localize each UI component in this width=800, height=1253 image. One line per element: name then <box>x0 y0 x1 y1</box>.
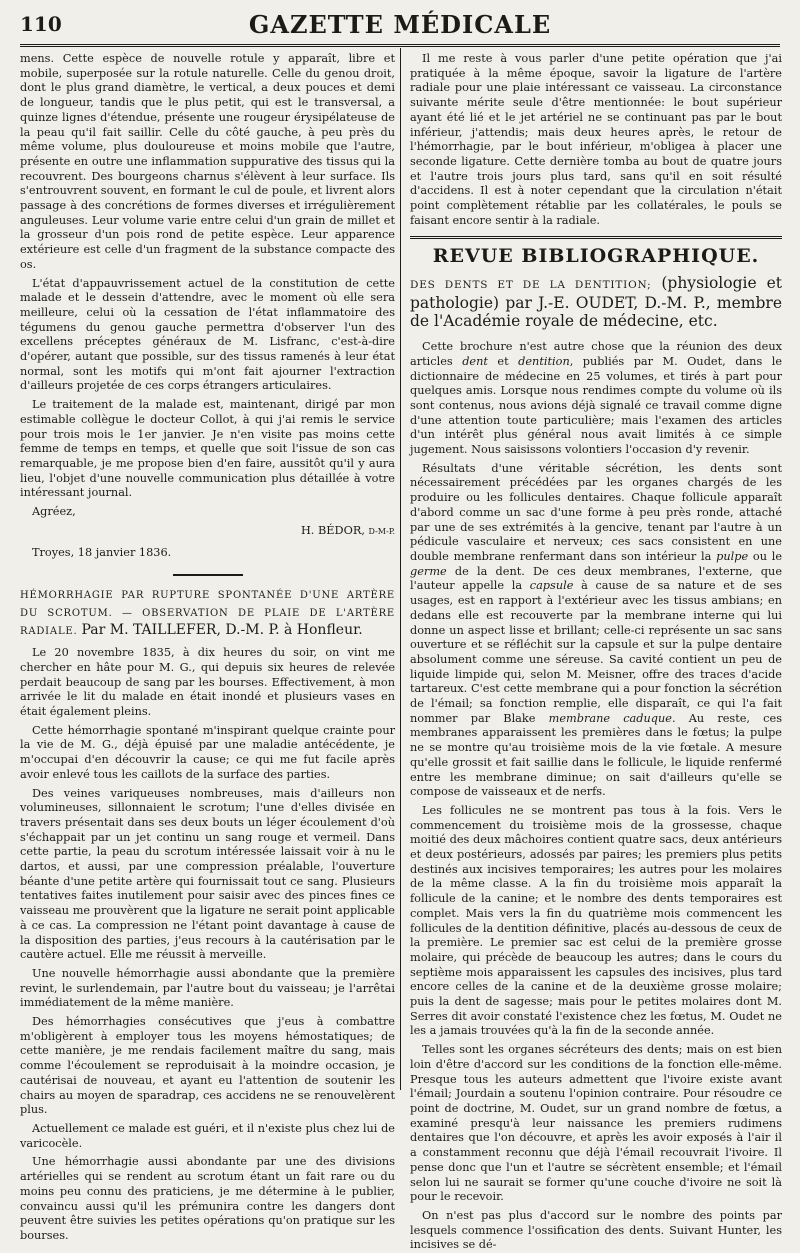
italic-text: dentition <box>518 354 570 368</box>
paragraph: Actuellement ce malade est guéri, et il n'existe plus chez lui de varicocèle. <box>20 1122 395 1150</box>
paragraph: Le 20 novembre 1835, à dix heures du soir, on vint me chercher en hâte pour M. G., qui depuis six heures de relevée perdait beaucoup de sang par les bourses. Effectivement, à mon arrivée le lit du malade en était inondé et plusieurs vases en était également pleins. <box>20 646 395 719</box>
italic-text: pulpe <box>716 549 749 563</box>
review-heading-rest: (physiologie et pathologie) par J.-E. OUDET, D.-M. P., membre de l'Académie royale de médecine, etc. <box>410 274 782 331</box>
section-rule <box>410 236 782 239</box>
article-heading-title: HÉMORRHAGIE PAR RUPTURE SPONTANÉE D'UNE ARTÈRE DU SCROTUM. — OBSERVATION DE PLAIE DE L'ARTÈRE RADIALE. <box>20 590 395 638</box>
paragraph: Des veines variqueuses nombreuses, mais d'ailleurs non volumineuses, sillonnaient le scrotum; l'une d'elles divisée en travers présentait dans ses deux bouts un léger écoulement d'où s'échappait par un jet continu un sang rouge et vermeil. Dans cette partie, la peau du scrotum intéressée laissait voir à nu le dartos, et aussi, par une compression préalable, l'ouverture béante d'une petite artère qui fournissait tout ce sang. Plusieurs tentatives faites inutilement pour saisir avec des pinces fines ce vaisseau me prouvèrent que la ligature ne serait point applicable à ce cas. La compression ne l'étant point davantage à cause de la disposition des parties, j'eus recours à la cautérisation par le cautère actuel. Elle me réussit à merveille. <box>20 786 395 962</box>
text: Cette brochure n'est autre chose que la réunion des deux articles <box>410 340 782 368</box>
text: ou le <box>752 549 783 563</box>
italic-text: dent <box>462 354 488 368</box>
dateline: Troyes, 18 janvier 1836. <box>32 545 172 559</box>
paragraph: Une hémorrhagie aussi abondante par une des divisions artérielles qui se rendent au scrotum étant un fait rare ou du moins peu connu des praticiens, je me détermine à le publier, convaincu aussi qu'il les prémunira contre les dangers dont peuvent être suivies les petites opérations qu'on pratique sur les bourses. <box>20 1155 395 1242</box>
page-header <box>20 10 780 47</box>
signature-name: H. BÉDOR, <box>300 523 365 537</box>
paragraph: Telles sont les organes sécréteurs des dents; mais on est bien loin d'être d'accord sur les conditions de la fonction elle-même. Presque tous les auteurs admettent que l'ivoire existe avant l'émail; Jourdain a soutenu l'opinion contraire. Pour résoudre ce point de doctrine, M. Oudet, sur un grand nombre de fœtus, a examiné presqu'à leur naissance les premiers rudimens dentaires que l'on découvre, et après les avoir exposés à l'air il a constamment reconnu que déjà l'émail recouvrait l'ivoire. Il pense donc que l'un et l'autre se sécrètent ensemble; et l'émail selon lui ne saurait se former qu'une couche d'ivoire ne soit là pour le recevoir. <box>410 1043 782 1204</box>
left-column <box>20 52 395 1242</box>
text: et <box>497 354 509 368</box>
paragraph: Le traitement de la malade est, maintenant, dirigé par mon estimable collègue le docteur Collot, à qui j'ai remis le service pour trois mois le 1er janvier. Je n'en visite pas moins cette femme de temps en temps, et quelle que soit l'issue de son cas remarquable, je me propose bien d'en faire, aussitôt qu'il y aura lieu, l'objet d'une nouvelle communication plus détaillée à votre intéressant journal. <box>20 398 395 500</box>
paragraph: Une nouvelle hémorrhagie aussi abondante que la première revint, le surlendemain, par l'autre bout du vaisseau; je l'arrêtai immédiatement de la même manière. <box>20 966 395 1010</box>
text: , publiés par M. Oudet, dans le dictionnaire de médecine en 25 volumes, et tirés à part pour quelques amis. Lorsque nous rendimes compte du volume où ils sont contenus, nous avions déjà signalé ce travail comme digne d'une attention toute particulière; mais l'examen des articles d'un intérêt plus général nous avait limités à ce simple jugement. Nous saisissons volontiers l'occasion d'y revenir. <box>410 354 783 457</box>
italic-text: germe <box>410 564 447 578</box>
closing-salutation: Agréez, <box>32 505 76 519</box>
review-heading <box>410 274 782 330</box>
paragraph: Il me reste à vous parler d'une petite opération que j'ai pratiquée à la même époque, savoir la ligature de l'artère radiale pour une plaie intéressant ce vaisseau. La circonstance suivante mérite seule d'être mentionnée: le bout supérieur ayant été lié et le jet artériel ne se continuant pas par le bout inférieur, j'attendis; mais deux heures après, le retour de l'hémorrhagie, par le bout inférieur, m'obligea à placer une seconde ligature. Cette dernière tomba au bout de quatre jours et l'autre trois jours plus tard, sans qu'il en soit résulté d'accidens. Il est à noter cependant que la circulation n'était point complètement rétablie par les collatérales, le pouls se faisant encore sentir à la radiale. <box>410 52 782 227</box>
italic-text: membrane caduque <box>548 711 672 725</box>
paragraph: Des hémorrhagies consécutives que j'eus à combattre m'obligèrent à employer tous les moyens hémostatiques; de cette manière, je me rendais facilement maître du sang, mais comme l'écoulement se reproduisait à la moindre occasion, je cautérisai de nouveau, et ayant eu l'attention de soutenir les chairs au moyen de sparadrap, ces accidens ne se renouvelèrent plus. <box>20 1015 395 1117</box>
journal-title: GAZETTE MÉDICALE <box>248 10 552 39</box>
paragraph: Cette hémorrhagie spontané m'inspirant quelque crainte pour la vie de M. G., déjà épuisé par une maladie antécédente, je m'occupai d'en découvrir la cause; ce qui me fut facile après avoir enlevé tous les caillots de la surface des parties. <box>20 723 395 781</box>
column-divider <box>400 48 401 1090</box>
paragraph <box>410 462 782 800</box>
paragraph: On n'est pas plus d'accord sur le nombre des points par lesquels commence l'ossification des dents. Suivant Hunter, les incisives se dé- <box>410 1208 782 1252</box>
review-heading-title: DES DENTS ET DE LA DENTITION; <box>410 279 652 292</box>
separator-rule <box>173 574 243 576</box>
paragraph: L'état d'appauvrissement actuel de la constitution de cette malade et le dessein d'attendre, avec le moment où elle sera meilleure, celui où la cessation de l'état inflammatoire des tégumens du genou gauche permettra d'observer l'un des excellens préceptes généraux de M. Lisfranc, c'est-à-dire d'opérer, autant que possible, sur des tissus ramenés à leur état normal, sont les motifs qui m'ont fait ajourner l'extraction d'ailleurs projetée de ces corps étrangers articulaires. <box>20 276 395 393</box>
page-number: 110 <box>20 12 62 36</box>
article-heading-author: Par M. TAILLEFER, D.-M. P. à Honfleur. <box>81 622 363 639</box>
italic-text: capsule <box>529 579 574 593</box>
signature <box>20 524 395 540</box>
paragraph <box>410 340 782 458</box>
text: de la dent. De ces deux membranes, l'externe, que l'auteur appelle la <box>410 564 783 593</box>
section-title: REVUE BIBLIOGRAPHIQUE. <box>432 245 760 268</box>
paragraph: Les follicules ne se montrent pas tous à la fois. Vers le commencement du troisième mois de la grossesse, chaque moitié des deux mâchoires contient quatre sacs, deux antérieurs et deux postérieurs, adossés par paires; les premiers plus petits destinés aux incisives temporaires; les autres pour les molaires de la même classe. A la fin du troisième mois apparaît la follicule de la canine; et le nombre des dents temporaires est complet. Mais vers la fin du quatrième mois commencent les follicules de la dentition définitive, placés au-dessous de ceux de la première. Le premier sac est celui de la première grosse molaire, qui précède de beaucoup les autres; dans le cours du septième mois apparaissent les capsules des incisives, plus tard encore celles de la canine et de la deuxième grosse molaire; puis la dent de sagesse; mais pour le petites molaires dont M. Serres dit avoir constaté l'existence chez les fœtus, M. Oudet ne les a jamais trouvées qu'à la fin de la seconde année. <box>410 803 782 1038</box>
right-column <box>410 52 783 1252</box>
text: à cause de sa nature et de ses usages, est en rapport à l'extérieur avec les tissus ambians; en dedans elle est recouverte par la membrane interne qui lui donne un aspect lisse et brillant; celle-ci représente un sac sans ouverture et se réfléchit sur la capsule et sur la pulpe dentaire absolument comme une séreuse. Sa cavité contient un peu de liquide limpide qui, selon M. Meisner, offre des traces d'acide tartareux. C'est cette membrane qui a pour fonction la sécrétion de l'émail; sa fonction remplie, elle disparaît, ce qui l'a fait nommer par Blake <box>410 579 782 725</box>
text: . Au reste, ces membranes apparaissent les premières dans le fœtus; la pulpe ne se montre qu'au troisième mois de la vie fœtale. A mesure qu'elle grossit et fait saillie dans le follicule, le liquide renfermé entre les membrane diminue; on sait d'ailleurs qu'elle se compose de vaisseaux et de nerfs. <box>410 711 782 799</box>
article-heading <box>20 586 395 640</box>
signature-title: D-M-P. <box>368 526 395 536</box>
paragraph: mens. Cette espèce de nouvelle rotule y apparaît, libre et mobile, superposée sur la rotule naturelle. Celle du genou droit, dont le plus grand diamètre, le vertical, a deux pouces et demi de longueur, tandis que le plus petit, qui est le transversal, a quinze lignes d'étendue, présente une rougeur érysipélateuse de la peau qu'il fait saillir. Celle du côté gauche, à peu près du même volume, plus douloureuse et moins mobile que l'autre, présente en outre une inflammation suppurative des tissus qui la recouvrent. Des bourgeons charnus s'élèvent à leur surface. Ils s'entrouvrent souvent, en formant le cul de poule, et livrent alors passage à des concrétions de formes diverses et irrégulièrement anguleuses. Leur volume varie entre celui d'un grain de millet et la grosseur d'un pois rond de petite espèce. Leur apparence extérieure est celle d'un fragment de la substance compacte des os. <box>20 52 395 271</box>
text: Résultats d'une véritable sécrétion, les dents sont nécessairement précédées par les organes chargés de les produire ou les follicules dentaires. Chaque follicule apparaît d'abord comme un sac d'une forme à peu près ronde, attaché par une de ses extrémités à la gencive, tenant par l'autre à un pédicule vasculaire et nerveux; ces sacs consistent en une double membrane renfermant dans son intérieur la <box>410 461 782 563</box>
